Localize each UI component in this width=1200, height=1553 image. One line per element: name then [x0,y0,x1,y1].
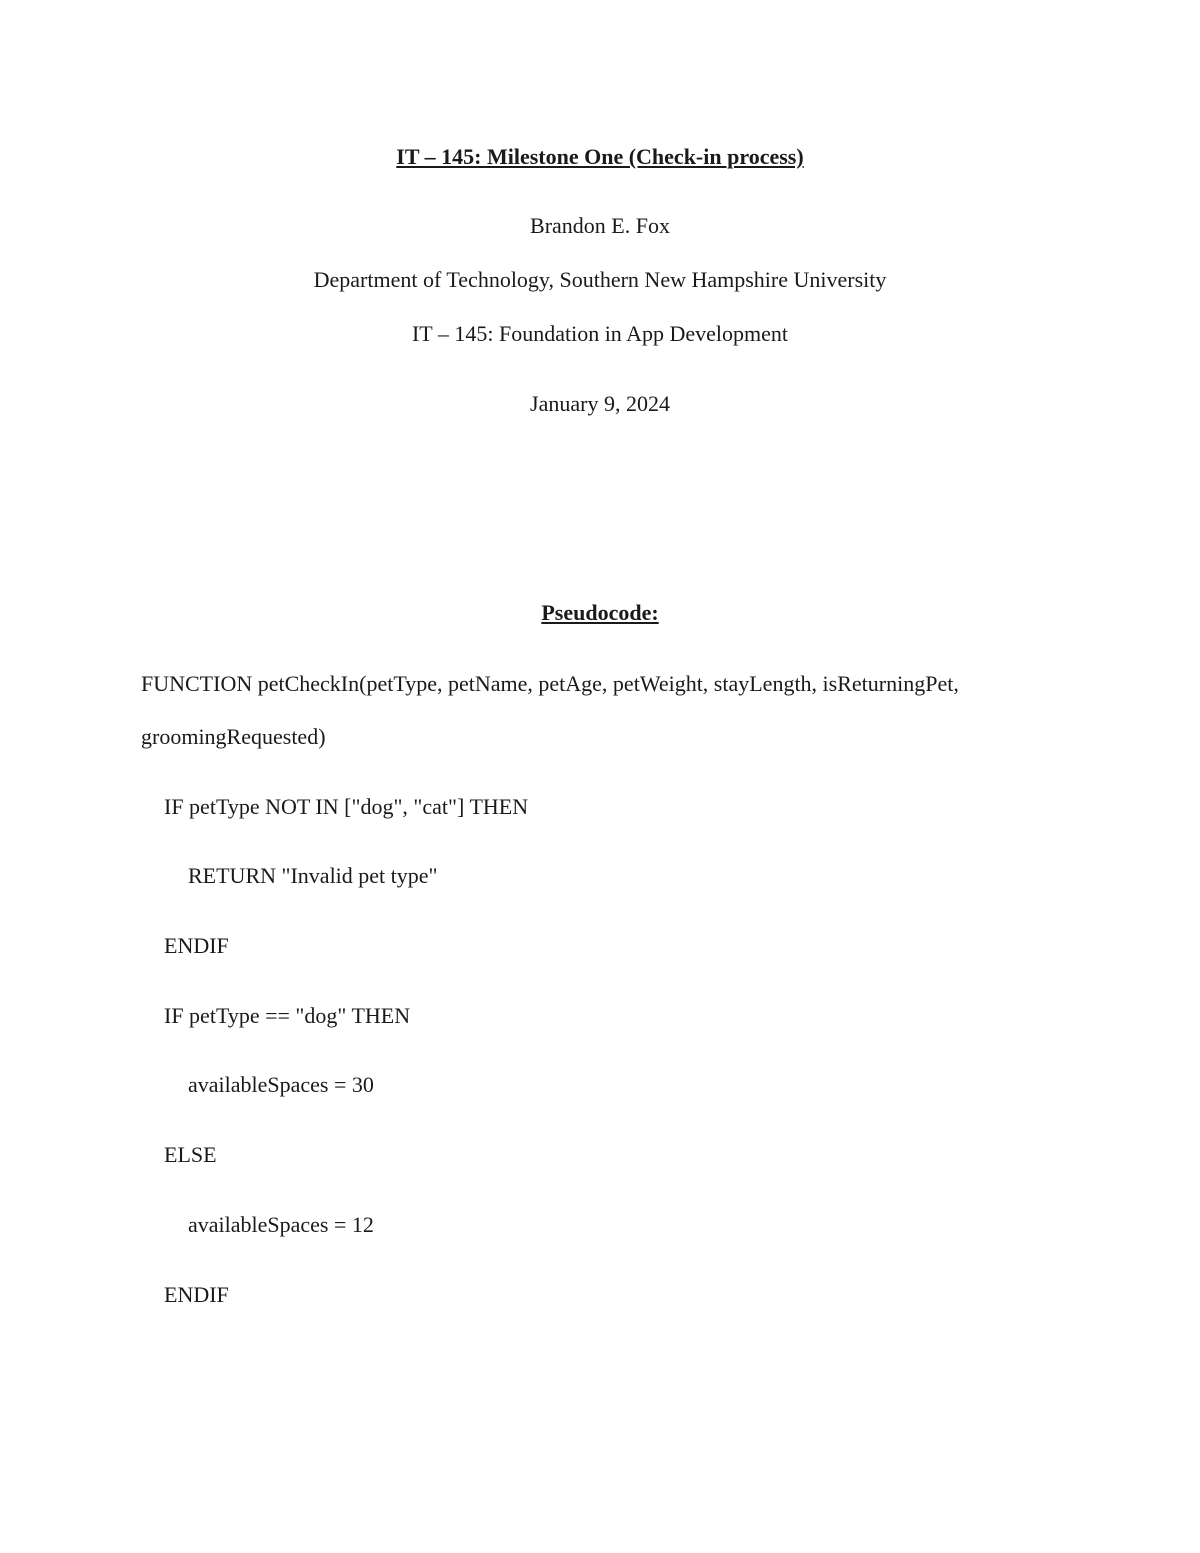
code-line: RETURN "Invalid pet type" [188,863,438,888]
document-date: January 9, 2024 [530,391,670,416]
code-line: ELSE [164,1142,217,1167]
code-line: ENDIF [164,1282,229,1307]
document-title: IT – 145: Milestone One (Check-in process) [396,144,804,169]
code-line: availableSpaces = 30 [188,1072,374,1097]
author-name: Brandon E. Fox [530,213,670,238]
course-name: IT – 145: Foundation in App Development [411,321,788,346]
code-line: IF petType == "dog" THEN [164,1003,411,1028]
code-line: ENDIF [164,933,229,958]
pseudocode-heading: Pseudocode: [541,600,659,625]
department-affiliation: Department of Technology, Southern New Hampshire University [313,267,887,292]
code-line: FUNCTION petCheckIn(petType, petName, petAge, petWeight, stayLength, isReturningPet, [141,671,959,696]
code-line: IF petType NOT IN ["dog", "cat"] THEN [164,794,529,819]
code-line: groomingRequested) [141,724,326,749]
code-line: availableSpaces = 12 [188,1212,374,1237]
